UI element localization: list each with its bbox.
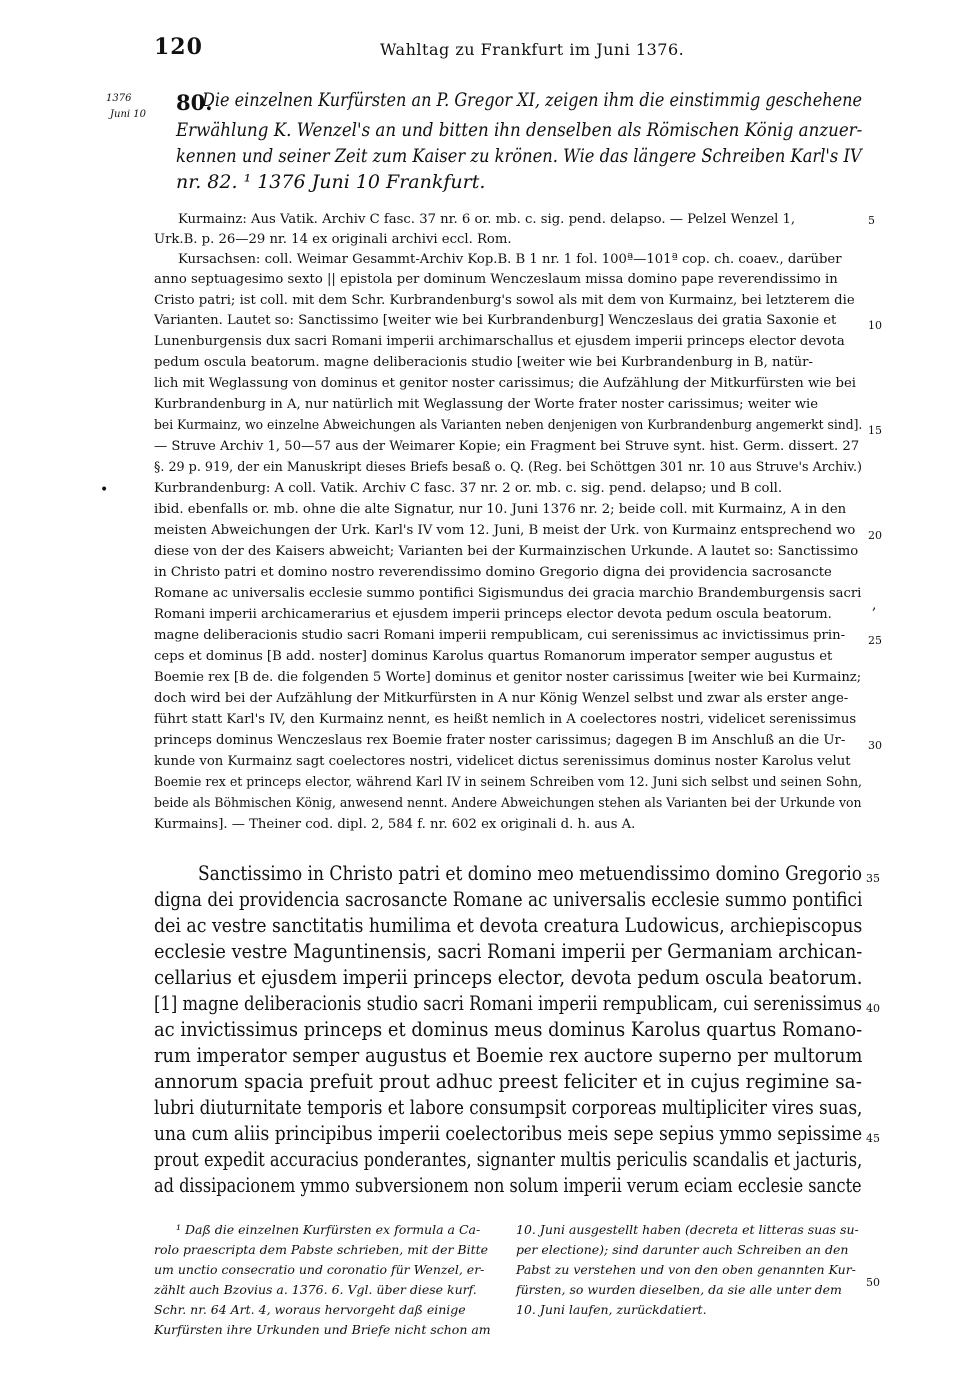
main-text-line: una cum aliis principibus imperii coelectoribus meis sepe sepius ymmo sepissime bbox=[154, 1122, 863, 1145]
apparatus-line: — Struve Archiv 1, 50—57 aus der Weimarer Kopie; ein Fragment bei Struve synt. hist. Germ. dissert. 27 bbox=[154, 439, 860, 454]
footnote-left-line: um unctio consecratio und coronatio für Wenzel, er- bbox=[154, 1262, 485, 1277]
line-number: 25 bbox=[868, 634, 882, 647]
footnote-right-line: fürsten, so wurden dieselben, da sie alle unter dem bbox=[516, 1282, 842, 1297]
main-text-line: Sanctissimo in Christo patri et domino meo metuendissimo domino Gregorio bbox=[198, 862, 863, 885]
apparatus-line: Boemie rex [B de. die folgenden 5 Worte] dominus et genitor noster carissimus [weiter wie bei Kurmainz; bbox=[154, 670, 862, 685]
stray-mark: , bbox=[872, 597, 877, 613]
apparatus-line: Kurbrandenburg in A, nur natürlich mit Weglassung der Worte frater noster carissimus; weiter wie bbox=[154, 397, 819, 412]
apparatus-line: princeps dominus Wenczeslaus rex Boemie frater noster carissimus; dagegen B im Anschluß an die Ur- bbox=[154, 733, 846, 748]
footnote-left-line: Schr. nr. 64 Art. 4, woraus hervorgeht daß einige bbox=[154, 1302, 466, 1317]
regest-line: nr. 82. ¹ 1376 Juni 10 Frankfurt. bbox=[176, 171, 486, 193]
main-text-line: ad dissipacionem ymmo subversionem non solum imperii verum eciam ecclesie sancte bbox=[154, 1174, 862, 1197]
line-number: 40 bbox=[866, 1002, 880, 1015]
line-number: 35 bbox=[866, 872, 880, 885]
line-number: 5 bbox=[868, 214, 875, 227]
main-text-line: prout expedit accuracius ponderantes, signanter multis periculis scandalis et jacturis, bbox=[154, 1148, 863, 1171]
apparatus-line: lich mit Weglassung von dominus et genitor noster carissimus; die Aufzählung der Mitkurfürsten wie bei bbox=[154, 376, 856, 391]
apparatus-line: Kurbrandenburg: A coll. Vatik. Archiv C fasc. 37 nr. 2 or. mb. c. sig. pend. delapso; und B coll. bbox=[154, 481, 783, 496]
main-text-line: ac invictissimus princeps et dominus meus dominus Karolus quartus Romano- bbox=[154, 1018, 863, 1041]
regest-number: 80. bbox=[176, 90, 213, 115]
apparatus-line: ibid. ebenfalls or. mb. ohne die alte Signatur, nur 10. Juni 1376 nr. 2; beide coll. mit Kurmainz, A in den bbox=[154, 502, 847, 517]
apparatus-line: führt statt Karl's IV, den Kurmainz nennt, es heißt nemlich in A coelectores nostri, videlicet serenissimus bbox=[154, 712, 857, 727]
apparatus-line: anno septuagesimo sexto || epistola per dominum Wenczeslaum missa domino pape reverendissimo in bbox=[154, 272, 838, 287]
main-text-line: [1] magne deliberacionis studio sacri Romani imperii rempublicam, cui serenissimus bbox=[154, 992, 862, 1015]
apparatus-line: kunde von Kurmainz sagt coelectores nostri, videlicet dictus serenissimus dominus noster Karolus velut bbox=[154, 754, 851, 769]
main-text-line: ecclesie vestre Maguntinensis, sacri Romani imperii per Germaniam archican- bbox=[154, 940, 863, 963]
page-number: 120 bbox=[154, 34, 203, 60]
regest-line: kennen und seiner Zeit zum Kaiser zu krönen. Wie das längere Schreiben Karl's IV bbox=[176, 145, 862, 167]
footnote-right-line: 10. Juni ausgestellt haben (decreta et litteras suas su- bbox=[516, 1222, 859, 1237]
main-text-line: digna dei providencia sacrosancte Romane ac universalis ecclesie summo pontifici bbox=[154, 888, 863, 911]
line-number: 10 bbox=[868, 319, 882, 332]
footnote-left-line: rolo praescripta dem Pabste schrieben, mit der Bitte bbox=[154, 1242, 489, 1257]
stray-mark: • bbox=[100, 482, 109, 498]
apparatus-line: Varianten. Lautet so: Sanctissimo [weiter wie bei Kurbrandenburg] Wenczeslaus dei gratia Saxonie et bbox=[154, 313, 837, 328]
main-text-line: annorum spacia prefuit prout adhuc preest feliciter et in cujus regimine sa- bbox=[154, 1070, 862, 1093]
apparatus-line: Cristo patri; ist coll. mit dem Schr. Kurbrandenburg's sowol als mit dem von Kurmainz, bei letzterem die bbox=[154, 293, 855, 308]
line-number: 45 bbox=[866, 1132, 880, 1145]
main-text-line: cellarius et ejusdem imperii princeps elector, devota pedum oscula beatorum. bbox=[154, 966, 863, 989]
line-number: 15 bbox=[868, 424, 882, 437]
apparatus-line: Kursachsen: coll. Weimar Gesammt-Archiv Kop.B. B 1 nr. 1 fol. 100ª—101ª cop. ch. coaev., darüber bbox=[178, 252, 842, 267]
apparatus-line: ceps et dominus [B add. noster] dominus Karolus quartus Romanorum imperator semper augustus et bbox=[154, 649, 833, 664]
footnote-right-line: per electione); sind darunter auch Schreiben an den bbox=[516, 1242, 849, 1257]
apparatus-line: Romani imperii archicamerarius et ejusdem imperii princeps elector devota pedum oscula beatorum. bbox=[154, 607, 832, 622]
main-text-line: rum imperator semper augustus et Boemie rex auctore superno per multorum bbox=[154, 1044, 863, 1067]
apparatus-line: Lunenburgensis dux sacri Romani imperii archimarschallus et ejusdem imperii princeps elector devota bbox=[154, 334, 845, 349]
line-number: 30 bbox=[868, 739, 882, 752]
footnote-left-line: ¹ Daß die einzelnen Kurfürsten ex formula a Ca- bbox=[176, 1222, 481, 1237]
main-text-line: dei ac vestre sanctitatis humilima et devota creatura Ludowicus, archiepiscopus bbox=[154, 914, 863, 937]
regest-line: Die einzelnen Kurfürsten an P. Gregor XI, zeigen ihm die einstimmig geschehene bbox=[202, 89, 863, 111]
apparatus-line: Urk.B. p. 26—29 nr. 14 ex originali archivi eccl. Rom. bbox=[154, 232, 512, 247]
apparatus-line: magne deliberacionis studio sacri Romani imperii rempublicam, cui serenissimus ac invictissimus prin- bbox=[154, 628, 846, 643]
apparatus-line: beide als Böhmischen König, anwesend nennt. Andere Abweichungen stehen als Varianten bei der Urkunde von bbox=[154, 796, 862, 811]
apparatus-line: Boemie rex et princeps elector, während Karl IV in seinem Schreiben vom 12. Juni sich selbst und seinen Sohn, bbox=[154, 775, 863, 790]
running-title: Wahltag zu Frankfurt im Juni 1376. bbox=[380, 40, 685, 59]
regest-line: Erwählung K. Wenzel's an und bitten ihn denselben als Römischen König anzuer- bbox=[176, 119, 863, 141]
apparatus-line: Romane ac universalis ecclesie summo pontifici Sigismundus dei gracia marchio Brandemburgensis sacri bbox=[154, 586, 862, 601]
footnote-left-line: Kurfürsten ihre Urkunden und Briefe nicht schon am bbox=[154, 1322, 491, 1337]
line-number: 20 bbox=[868, 529, 882, 542]
line-number: 50 bbox=[866, 1276, 880, 1289]
apparatus-line: §. 29 p. 919, der ein Manuskript dieses Briefs besaß o. Q. (Reg. bei Schöttgen 301 nr. 10 aus Struve's Archiv.) bbox=[154, 460, 862, 475]
apparatus-line: diese von der des Kaisers abweicht; Varianten bei der Kurmainzischen Urkunde. A lautet so: Sanctissimo bbox=[154, 544, 859, 559]
apparatus-line: Kurmainz: Aus Vatik. Archiv C fasc. 37 nr. 6 or. mb. c. sig. pend. delapso. — Pelzel Wenzel 1, bbox=[178, 212, 796, 227]
apparatus-line: in Christo patri et domino nostro reverendissimo domino Gregorio digna dei providencia sacrosancte bbox=[154, 565, 832, 580]
apparatus-line: pedum oscula beatorum. magne deliberacionis studio [weiter wie bei Kurbrandenburg in B, natür- bbox=[154, 355, 813, 370]
apparatus-line: Kurmains]. — Theiner cod. dipl. 2, 584 f. nr. 602 ex originali d. h. aus A. bbox=[154, 817, 636, 832]
apparatus-line: doch wird bei der Aufzählung der Mitkurfürsten in A nur König Wenzel selbst und zwar als erster ange- bbox=[154, 691, 849, 706]
apparatus-line: meisten Abweichungen der Urk. Karl's IV vom 12. Juni, B meist der Urk. von Kurmainz entsprechend wo bbox=[154, 523, 856, 538]
main-text-line: lubri diuturnitate temporis et labore consumpsit corporeas multipliciter vires suas, bbox=[154, 1096, 863, 1119]
footnote-right-line: 10. Juni laufen, zurückdatiert. bbox=[516, 1302, 707, 1317]
margin-day: Juni 10 bbox=[110, 109, 146, 120]
apparatus-line: bei Kurmainz, wo einzelne Abweichungen als Varianten neben denjenigen von Kurbrandenburg angemerkt sind]. bbox=[154, 418, 863, 433]
footnote-right-line: Pabst zu verstehen und von den oben genannten Kur- bbox=[516, 1262, 856, 1277]
margin-year: 1376 bbox=[106, 93, 132, 104]
footnote-left-line: zählt auch Bzovius a. 1376. 6. Vgl. über diese kurf. bbox=[154, 1282, 477, 1297]
